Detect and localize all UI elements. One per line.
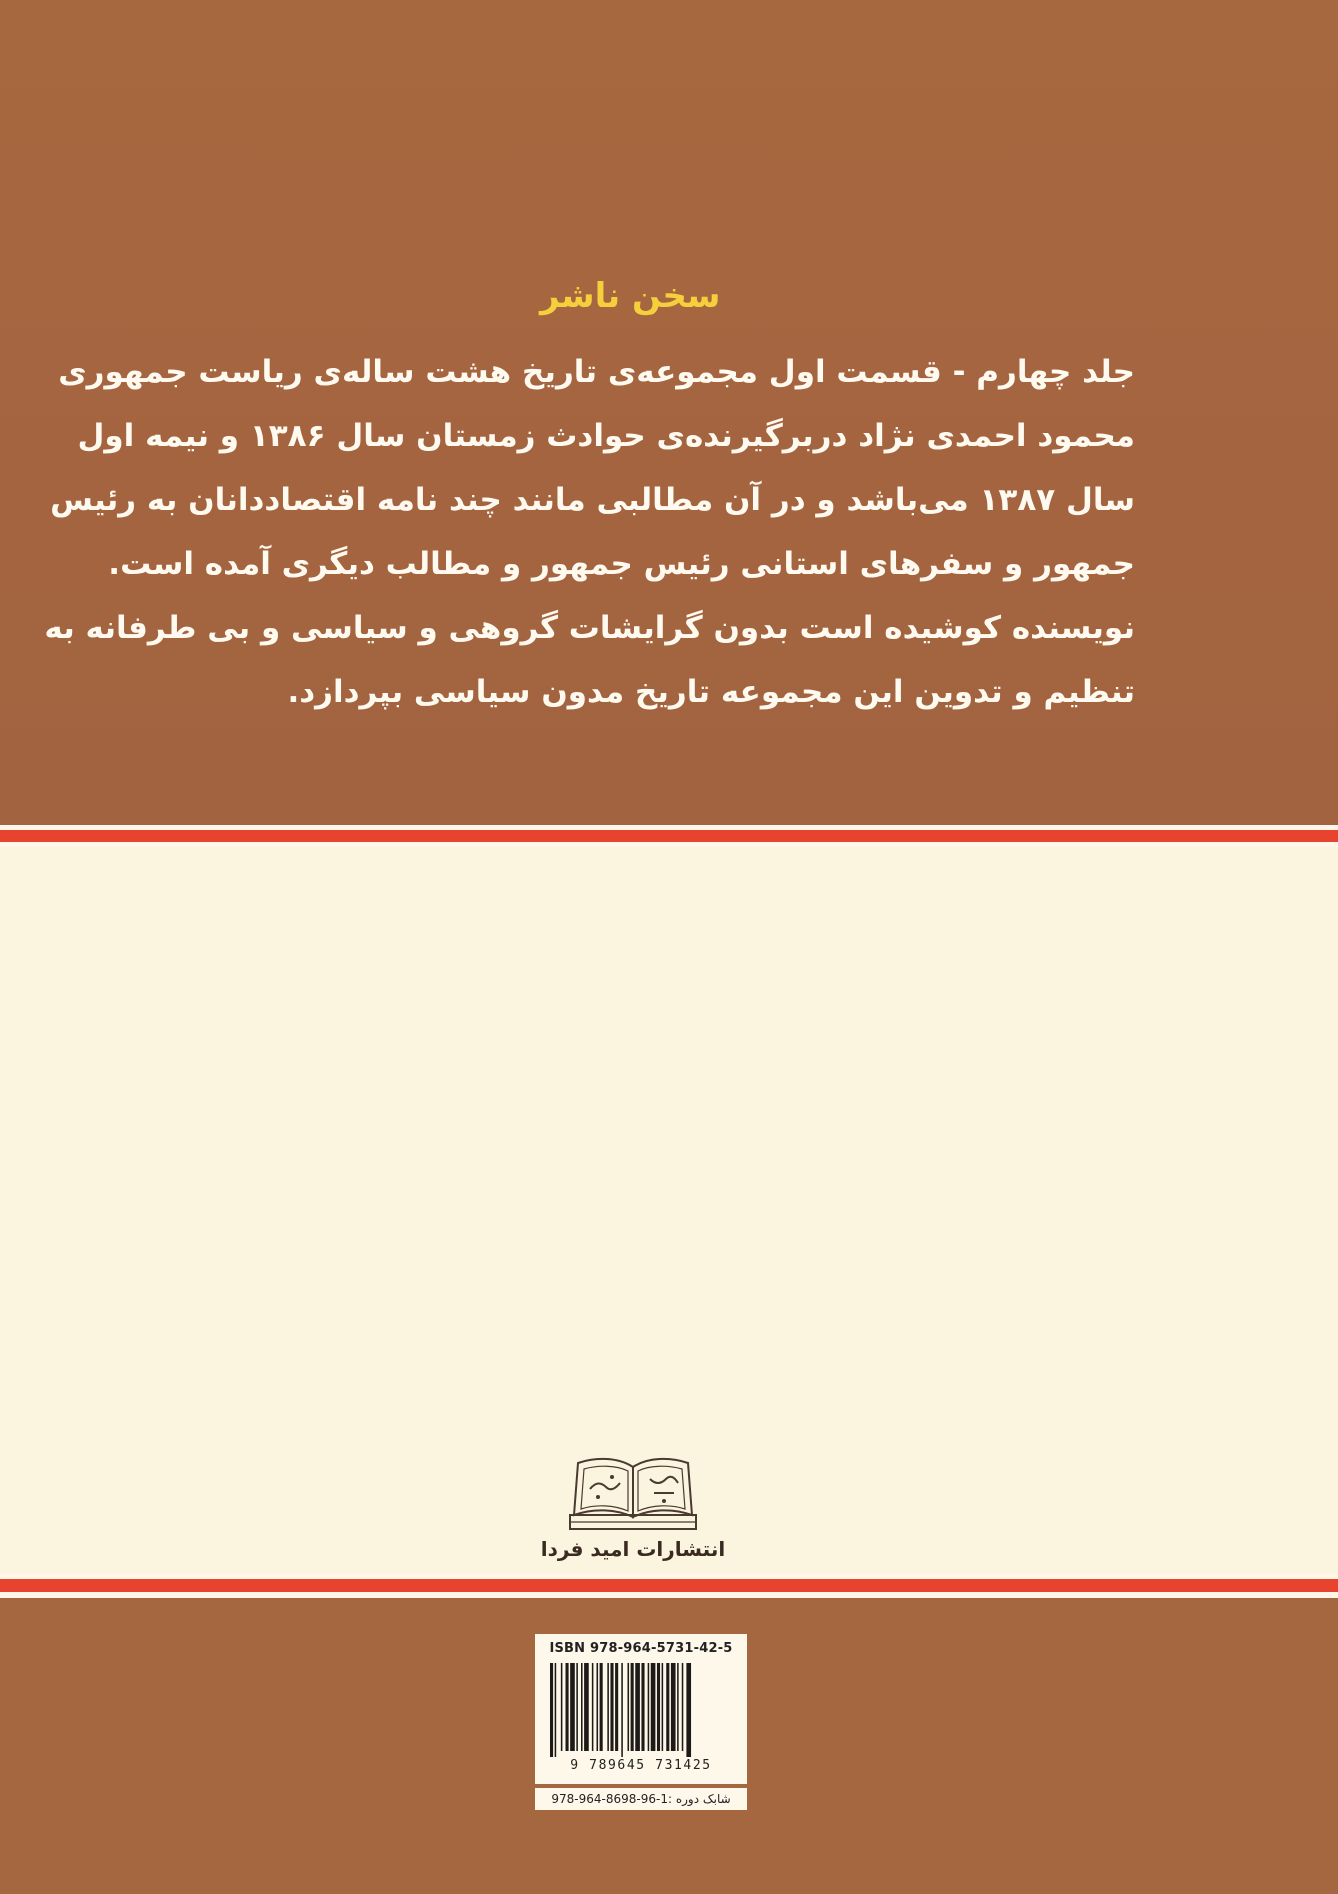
note-line: جلد چهارم - قسمت اول مجموعه‌ی تاریخ هشت ساله‌ی ریاست جمهوری xyxy=(58,354,1135,390)
barcode-bar xyxy=(584,1663,589,1751)
barcode-bar xyxy=(600,1663,603,1751)
barcode-bar xyxy=(628,1663,630,1751)
barcode-bar xyxy=(666,1663,669,1751)
barcode-bar xyxy=(607,1663,609,1751)
barcode-bar xyxy=(648,1663,650,1751)
set-isbn-label: شابک دوره :1-96-8698-964-978 xyxy=(535,1788,747,1810)
stripe-red-bottom xyxy=(0,1579,1338,1592)
barcode-bar xyxy=(662,1663,664,1751)
barcode-bar xyxy=(641,1663,644,1751)
publisher-note-text xyxy=(44,340,1135,724)
barcode-bars xyxy=(546,1663,736,1757)
barcode-bar xyxy=(677,1663,679,1751)
isbn-label: ISBN 978-964-5731-42-5 xyxy=(549,1641,733,1656)
note-line: نویسنده کوشیده است بدون گرایشات گروهی و سیاسی و بی طرفانه به xyxy=(44,610,1135,646)
barcode-bar xyxy=(597,1663,599,1751)
note-line: سال ۱۳۸۷ می‌باشد و در آن مطالبی مانند چند نامه اقتصاددانان به رئیس xyxy=(50,482,1135,518)
heading-text: سخن ناشر xyxy=(540,276,721,316)
note-line: تنظیم و تدوین این مجموعه تاریخ مدون سیاسی بپردازد. xyxy=(287,674,1135,710)
barcode-bar xyxy=(561,1663,563,1751)
barcode-bar xyxy=(657,1663,660,1751)
barcode-bar xyxy=(635,1663,640,1751)
barcode-digits: 9 789645 731425 xyxy=(570,1758,712,1773)
barcode-bar xyxy=(581,1663,583,1751)
barcode-bar xyxy=(615,1663,618,1751)
note-line: محمود احمدی نژاد دربرگیرنده‌ی حوادث زمستان سال ۱۳۸۶ و نیمه اول xyxy=(77,418,1135,454)
publisher-name: انتشارات امید فردا xyxy=(540,1537,726,1561)
barcode-bar xyxy=(592,1663,594,1751)
open-book-logo-icon xyxy=(568,1453,698,1533)
note-line: جمهور و سفرهای استانی رئیس جمهور و مطالب دیگری آمده است. xyxy=(108,546,1135,582)
barcode-bar xyxy=(631,1663,634,1751)
barcode-bar xyxy=(566,1663,569,1751)
barcode-bar xyxy=(550,1663,553,1757)
barcode-bar xyxy=(671,1663,676,1751)
barcode-bar xyxy=(621,1663,623,1757)
barcode-bar xyxy=(682,1663,684,1751)
barcode-bar xyxy=(610,1663,613,1751)
barcode-bar xyxy=(576,1663,578,1751)
barcode-bar xyxy=(651,1663,656,1751)
barcode-bar xyxy=(686,1663,691,1757)
barcode-bar xyxy=(570,1663,575,1751)
stripe-red-top xyxy=(0,830,1338,842)
barcode-bar xyxy=(555,1663,557,1757)
